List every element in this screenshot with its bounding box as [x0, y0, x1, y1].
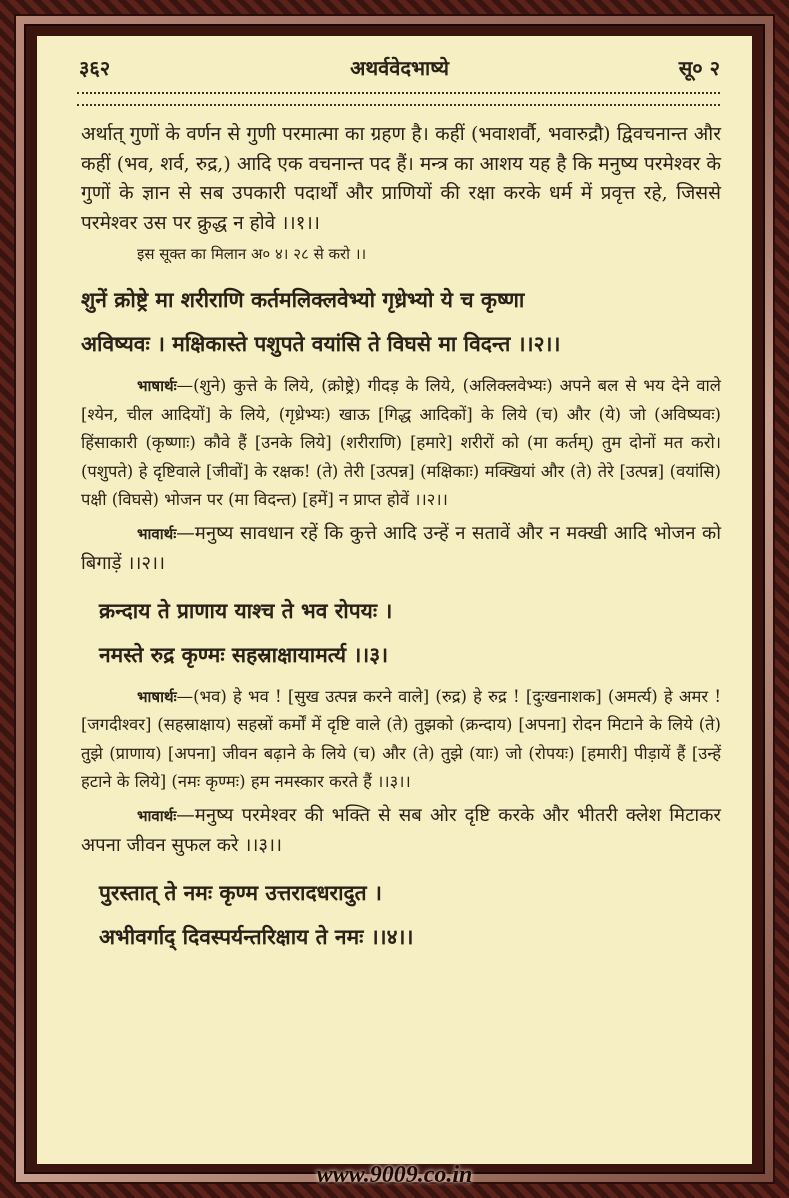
mantra-4: [99, 871, 721, 959]
bhavartha-3-label: भावार्थः: [137, 806, 177, 825]
bhavartha-3: [81, 801, 721, 861]
bhavartha-2: [81, 519, 721, 579]
bhavartha-2-label: भावार्थः: [137, 524, 177, 543]
bhashartha-2-text: —(शुने) कुत्ते के लिये, (क्रोष्ट्रे) गीदड़ के लिये, (अलिक्लवेभ्यः) अपने बल से भय देने वाले [श्येन, चील आदियों] के लिये, (गृध्रेभ्यः) खाऊ [गिद्ध आदिकों] के लिये (च) और (ये) जो (अविष्यवः) हिंसाकारी (कृष्णाः) कौवे हैं [उनके लिये] (शरीराणि) [हमारे] शरीरों को (मा कर्तम्) तुम दोनों मत करो। (पशुपते) हे दृष्टिवाले [जीवों] के रक्षक! (ते) तेरी [उत्पन्न] (मक्षिकाः) मक्खियां और (ते) तेरे [उत्पन्न] (वयांसि) पक्षी (विघसे) भोजन पर (मा विदन्त) [हमें] न प्राप्त होवें ।।२।।: [81, 376, 721, 509]
header-ornament-divider: [77, 92, 720, 106]
sukta-number: सू० २: [678, 56, 720, 80]
book-title: अथर्ववेदभाष्ये: [350, 56, 449, 80]
scripture-page: [37, 36, 752, 1164]
bhashartha-3-text: —(भव) हे भव ! [सुख उत्पन्न करने वाले] (रुद्र) हे रुद्र ! [दुःखनाशक] (अमर्त्य) हे अमर ! [जगदीश्वर] (सहस्राक्षाय) सहस्रों कर्मों में दृष्टि वाले (ते) तुझको (क्रन्दाय) [अपना] रोदन मिटाने के लिये (ते) तुझे (प्राणाय) [अपना] जीवन बढ़ाने के लिये (च) और (ते) तुझे (याः) जो (रोपयः) [हमारी] पीड़ायें हैं [उन्हें हटाने के लिये] (नमः कृण्मः) हम नमस्कार करते हैं ।।३।।: [81, 686, 721, 791]
mantra-2-line-2: अविष्यवः । मक्षिकास्ते पशुपते वयांसि ते विघसे मा विदन्त ।।२।।: [81, 331, 561, 356]
comparison-note: इस सूक्त का मिलान अ० ४। २८ से करो ।।: [137, 245, 367, 263]
bhavartha-2-text: —मनुष्य सावधान रहें कि कुत्ते आदि उन्हें न सतावें और न मक्खी आदि भोजन को बिगाड़ें ।।२।।: [81, 522, 721, 574]
mantra-3-line-1: क्रन्दाय ते प्राणाय याश्च ते भव रोपयः ।: [99, 597, 393, 623]
bhashartha-3-label: भाषार्थः: [137, 687, 177, 706]
bhashartha-2: [81, 372, 721, 515]
page-number: ३६२: [79, 56, 111, 80]
page-header: [79, 54, 720, 86]
mantra-4-line-2: अभीवर्गाद् दिवस्पर्यन्तरिक्षाय ते नमः ।।४।।: [99, 923, 414, 949]
mantra-3: [99, 589, 721, 677]
intro-paragraph: अर्थात् गुणों के वर्णन से गुणी परमात्मा का ग्रहण है। कहीं (भवाशर्वौ, भवारुद्रौ) द्विवचनान्त और कहीं (भव, शर्व, रुद्र,) आदि एक वचनान्त पद हैं। मन्त्र का आशय यह है कि मनुष्य परमेश्वर के गुणों के ज्ञान से सब उपकारी पदार्थों और प्राणियों की रक्षा करके धर्म में प्रवृत्त रहे, जिससे परमेश्वर उस पर क्रुद्ध न होवे ।।१।।: [81, 123, 721, 234]
mantra-3-line-2: नमस्ते रुद्र कृण्मः सहस्राक्षायामर्त्य ।।३।: [99, 641, 389, 667]
mantra-4-line-1: पुरस्तात् ते नमः कृण्म उत्तरादधरादुत ।: [99, 879, 382, 905]
mantra-2: [81, 278, 721, 366]
page-content: [81, 120, 721, 959]
bhashartha-2-label: भाषार्थः: [137, 377, 177, 395]
bhashartha-3: [81, 683, 721, 797]
mantra-2-line-1: शुनें क्रोष्ट्रे मा शरीराणि कर्तमलिक्लवेभ्यो गृध्रेभ्यो ये च कृष्णा: [81, 287, 525, 312]
bhavartha-3-text: —मनुष्य परमेश्वर की भक्ति से सब ओर दृष्टि करके और भीतरी क्लेश मिटाकर अपना जीवन सुफल करे ।।३।।: [81, 804, 721, 856]
website-footer[interactable]: www.9009.co.in: [316, 1162, 473, 1188]
